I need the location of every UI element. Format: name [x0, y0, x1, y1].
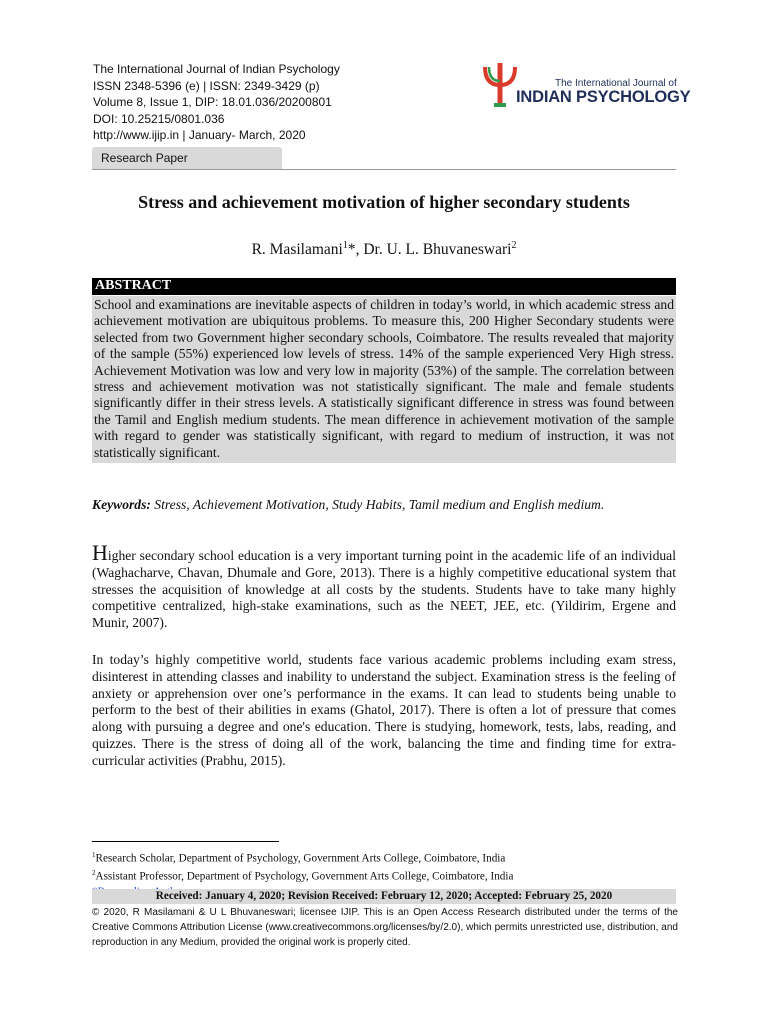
body-paragraph-1-text: igher secondary school education is a very important turning point in the academic life of an individual (Waghacharve, Chavan, Dhumale and Gore, 2013). There is a highly competitive educational system that stresses the acquisition of knowledge at all costs by the students. Students have to take many highly competitive centralized, high-stake examinations, such as the NEET, JEE, etc. (Yildirim, Ergene and Munir, 2007).	[92, 548, 676, 631]
abstract-heading: ABSTRACT	[95, 278, 172, 293]
journal-logo	[483, 63, 691, 111]
body-paragraph-2: In today’s highly competitive world, students face various academic problems including exam stress, disinterest in attending classes and inability to understand the subject. Examination stress is the feeling of anxiety or apprehension over one’s performance in the exams. It can lead to students being unable to perform to the best of their abilities in exams (Ghatol, 2017). There is often a lot of pressure that comes along with pursuing a degree and one's education. There is studying, homework, tests, labs, reading, and quizzes. There is the stress of doing all of the work, balancing the time and finding time for extra-curricular activities (Prabhu, 2015).	[92, 652, 676, 768]
header-divider	[92, 169, 676, 170]
footnote-2-text: Assistant Professor, Department of Psychology, Government Arts College, Coimbatore, India	[95, 871, 514, 884]
volume-line: Volume 8, Issue 1, DIP: 18.01.036/20200801	[93, 95, 332, 110]
article-type-tab	[92, 147, 282, 170]
paper-title: Stress and achievement motivation of higher secondary students	[138, 192, 630, 212]
author-2-affiliation-mark: 2	[511, 240, 517, 251]
author-1-affiliation-mark: 1	[342, 240, 348, 251]
received-dates-bar: Received: January 4, 2020; Revision Received: February 12, 2020; Accepted: February 25, 2020	[92, 889, 676, 904]
footnote-1-text: Research Scholar, Department of Psychology, Government Arts College, Coimbatore, India	[95, 852, 506, 865]
body-paragraph-1	[92, 540, 676, 632]
author-1: R. Masilamani	[251, 241, 343, 259]
logo-big-text: INDIAN PSYCHOLOGY	[516, 88, 691, 106]
keywords	[92, 496, 676, 513]
author-2: Dr. U. L. Bhuvaneswari	[363, 241, 512, 259]
abstract-heading-bar	[92, 278, 676, 295]
logo-small-text: The International Journal of	[555, 78, 677, 89]
psi-logo-icon	[483, 63, 517, 109]
footnote-2-number: 2	[92, 869, 96, 878]
footnote-1	[92, 848, 682, 866]
url-date-line[interactable]: http://www.ijip.in | January- March, 2020	[93, 128, 306, 143]
journal-header	[93, 61, 340, 144]
footnote-rule	[92, 841, 279, 842]
keywords-text: Stress, Achievement Motivation, Study Habits, Tamil medium and English medium.	[150, 497, 605, 512]
drop-cap: H	[92, 540, 108, 565]
license-text: © 2020, R Masilamani & U L Bhuvaneswari; licensee IJIP. This is an Open Access Research distributed under the terms of the Creative Commons Attribution License (www.creativecommons.org/licenses/by/2.0), which permits unrestricted use, distribution, and reproduction in any Medium, provided the original work is properly cited.	[92, 907, 678, 949]
corresponding-mark: *,	[347, 241, 364, 259]
journal-name: The International Journal of Indian Psychology	[93, 62, 340, 76]
issn-line: ISSN 2348-5396 (e) | ISSN: 2349-3429 (p)	[93, 78, 320, 93]
footnote-2	[92, 866, 682, 884]
abstract-body: School and examinations are inevitable aspects of children in today’s world, in which academic stress and achievement motivation are ubiquitous problems. To measure this, 200 Higher Secondary students were selected from two Government higher secondary schools, Coimbatore. The results revealed that majority of the sample (55%) experienced low levels of stress. 14% of the sample experienced Very High stress. Achievement Motivation was low and very low in majority (53%) of the sample. The correlation between stress and achievement motivation was not statistically significant. The male and female students significantly differ in their stress levels. A statistically significant difference in stress was found between the Tamil and English medium students. The mean difference in achievement motivation of the sample with regard to gender was statistically significant, with regard to medium of instruction, it was not statistically significant.	[92, 296, 676, 463]
article-type-label: Research Paper	[101, 151, 188, 165]
footnote-1-number: 1	[92, 851, 96, 859]
keywords-label: Keywords:	[92, 497, 151, 512]
author-line	[92, 236, 676, 260]
doi-line: DOI: 10.25215/0801.036	[93, 111, 225, 126]
